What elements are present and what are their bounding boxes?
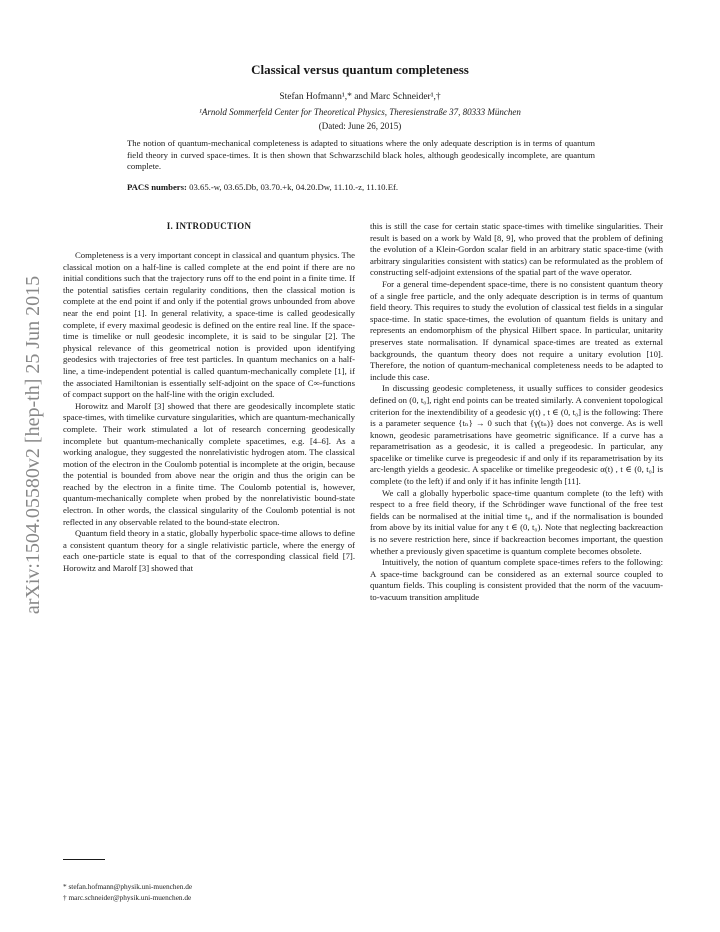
right-column bbox=[370, 221, 663, 604]
pacs-label: PACS numbers: bbox=[127, 182, 187, 192]
date-line: (Dated: June 26, 2015) bbox=[318, 121, 402, 131]
author-list: Stefan Hofmann¹,* and Marc Schneider¹,† bbox=[279, 92, 441, 102]
paragraph: Quantum field theory in a static, globally hyperbolic space-time allows to define a consistent quantum theory for a single relativistic particle, where the energy of each one-particle state is equal to that of the corresponding classical field [7]. Horowitz and Marolf [3] showed that bbox=[63, 528, 355, 574]
pacs-numbers bbox=[127, 182, 595, 192]
paragraph: We call a globally hyperbolic space-time quantum complete (to the left) with respect to a free field theory, if the Schrödinger wave functional of the free test fields can be normalised at the initial time t₀, and if the normalisation is bounded from above by its initial value for any t ∈ (0, t₀). Note that neglecting backreaction is no severe restriction here, since if backreaction becomes important, the question whether a previously given spacetime is quantum complete becomes obsolete. bbox=[370, 487, 663, 556]
paragraph: Horowitz and Marolf [3] showed that there are geodesically incomplete static space-times, with timelike curvature singularities, which are quantum-mechanically complete. Their work stimulated a lot of research concerning geodesically incomplete but quantum-mechanically complete spacetimes, e.g. [4–6]. As a working analogue, they suggested the nonrelativistic hydrogen atom. The classical motion of the electron in the Coulomb potential is incomplete at the origin, because the potential is bounded from above near the origin and thus the origin can be reached by the electron in a finite time. The Coulomb potential is, however, quantum-mechanically complete when probed by the nonrelativistic bound-state electron. In other words, the classical singularity of the Coulomb potential is not reflected in any observable related to the bound-state electron. bbox=[63, 400, 355, 527]
paper-title: Classical versus quantum completeness bbox=[251, 62, 469, 77]
footnote-email-1: * stefan.hofmann@physik.uni-muenchen.de bbox=[63, 882, 193, 891]
arxiv-sidebar-stamp: arXiv:1504.05580v2 [hep-th] 25 Jun 2015 bbox=[22, 275, 44, 615]
paragraph: For a general time-dependent space-time, there is no consistent quantum theory of a single free particle, and the only adequate description is in terms of quantum field theory. This requires to study the evolution of classical test fields in a singular space-time. In static space-times, the evolution of quantum fields is unitary and represents an endomorphism of the physical Hilbert space. In particular, unitarity preserves state normalisation. If dynamical space-times are treated as external backgrounds, the quantum theory does not require a unitary evolution [10]. Therefore, the notion of quantum-mechanical completeness needs to be adapted to include this case. bbox=[370, 278, 663, 382]
paragraph: In discussing geodesic completeness, it usually suffices to consider geodesics defined on (0, t₀], right end points can be treated similarly. A convenient topological criterion for the inextendibility of a geodesic γ(t) , t ∈ (0, t₀] is the following: There is a parameter sequence {tₙ} → 0 such that {γ(tₙ)} does not converge. As is well known, geodesic parametrisations have geometric significance. If a curve has a reparametrisation as a geodesic, it is called a pregeodesic. In particular, any spacelike or timelike curve is pregeodesic if and only if its reparametrisation by its arc-length yields a geodesic. A spacelike or timelike pregeodesic α(t) , t ∈ (0, t₀] is complete (to the left) if and only if it has infinite length [11]. bbox=[370, 383, 663, 487]
footnote-divider bbox=[63, 859, 105, 860]
affiliation: ¹Arnold Sommerfeld Center for Theoretical Physics, Theresienstraße 37, 80333 München bbox=[199, 107, 521, 117]
pacs-values: 03.65.-w, 03.65.Db, 03.70.+k, 04.20.Dw, 11.10.-z, 11.10.Ef. bbox=[186, 182, 399, 192]
paragraph: Intuitively, the notion of quantum complete space-times refers to the following: A space-time background can be considered as an external source coupled to quantum fields. This coupling is consistent provided that the norm of the vacuum-to-vacuum transition amplitude bbox=[370, 557, 663, 602]
abstract: The notion of quantum-mechanical completeness is adapted to situations where the only adequate description is in terms of quantum field theory in curved space-times. It is then shown that Schwarzschild black holes, although geodesically incomplete, are quantum complete. bbox=[127, 138, 595, 172]
left-column bbox=[63, 250, 355, 575]
footnote-email-2: † marc.schneider@physik.uni-muenchen.de bbox=[63, 893, 192, 902]
paragraph: this is still the case for certain static space-times with timelike singularities. Their result is based on a work by Wald [8, 9], who proved that the problem of defining the evolution of a Klein-Gordon scalar field in an arbitrary static space-time (with arbitrary singularities consistent with statics) can be reformulated as the problem of constructing self-adjoint extensions of the spatial part of the wave operator. bbox=[370, 221, 663, 278]
section-heading-introduction: I. INTRODUCTION bbox=[166, 221, 252, 231]
paragraph: Completeness is a very important concept in classical and quantum physics. The classical motion on a half-line is called complete at the end point if there are no initial conditions such that the trajectory runs off to the end point in a finite time. If the potential satisfies certain regularity conditions, then the classical motion is complete at the end point if and only if the potential grows unbounded from above near the end point [1]. In general relativity, a space-time is called geodesically complete, if every maximal geodesic is defined on the entire real line. If the space-time is timelike or null geodesic incomplete, it is said to be singular [2]. The physical relevance of this geometrical notion is provided upon identifying geodesics with trajectories of free test particles. In quantum mechanics on a half-line, a time-independent potential is called quantum-mechanically complete [1], if the associated Hamiltonian is essentially self-adjoint on the space of C∞-functions of compact support on the half-line with the origin excluded. bbox=[63, 250, 355, 400]
